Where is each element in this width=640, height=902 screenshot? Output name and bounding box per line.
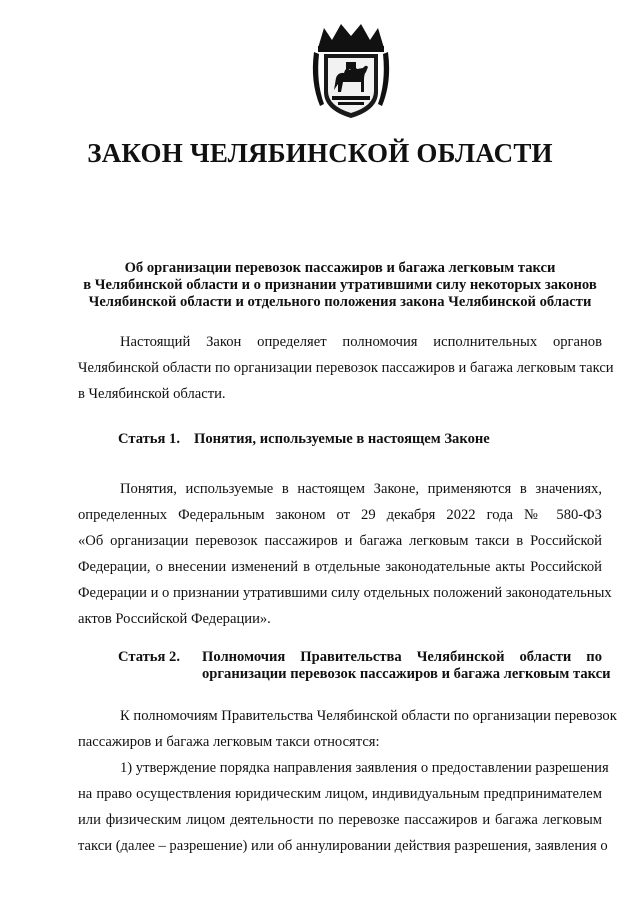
paragraph-line: «Об организации перевозок пассажиров и багажа легковым такси в Российской: [78, 533, 602, 549]
paragraph-line: на право осуществления юридическим лицом, индивидуальным предпринимателем: [78, 786, 602, 802]
law-title: ЗАКОН ЧЕЛЯБИНСКОЙ ОБЛАСТИ: [87, 138, 553, 168]
article-title-line: Полномочия Правительства Челябинской области по: [202, 649, 602, 665]
paragraph-line: актов Российской Федерации».: [78, 611, 271, 627]
paragraph-line: в Челябинской области.: [78, 386, 226, 402]
article-1-heading: [118, 431, 490, 448]
article-number: Статья 2.: [118, 649, 180, 665]
subtitle-line: Об организации перевозок пассажиров и багажа легковым такси: [124, 260, 556, 276]
paragraph-line: Настоящий Закон определяет полномочия исполнительных органов: [120, 334, 602, 350]
paragraph-line: Федерации и о признании утратившими силу отдельных положений законодательных: [78, 585, 612, 601]
article-number: Статья 1.: [118, 431, 180, 447]
article-title-line: организации перевозок пассажиров и багажа легковым такси: [202, 666, 611, 682]
article-2-intro: [78, 703, 617, 755]
subtitle-line: в Челябинской области и о признании утратившими силу некоторых законов: [83, 277, 597, 293]
paragraph-line: Челябинской области по организации перевозок пассажиров и багажа легковым такси: [78, 360, 614, 376]
paragraph-line: К полномочиям Правительства Челябинской области по организации перевозок: [120, 708, 617, 724]
paragraph-line: или физическим лицом деятельности по перевозке пассажиров и багажа легковым: [78, 812, 602, 828]
subtitle-line: Челябинской области и отдельного положения закона Челябинской области: [88, 294, 592, 310]
article-1-paragraph: [78, 476, 612, 632]
chelyabinsk-coat-of-arms-icon: [308, 22, 394, 122]
article-2-item-1: [78, 755, 609, 859]
article-title: Понятия, используемые в настоящем Законе: [194, 431, 490, 447]
preamble-paragraph: [78, 329, 614, 407]
paragraph-line: пассажиров и багажа легковым такси относятся:: [78, 734, 380, 750]
paragraph-line: определенных Федеральным законом от 29 декабря 2022 года № 580-ФЗ: [78, 507, 602, 523]
paragraph-line: 1) утверждение порядка направления заявления о предоставлении разрешения: [120, 760, 609, 776]
paragraph-line: Федерации, о внесении изменений в отдельные законодательные акты Российской: [78, 559, 602, 575]
law-subtitle: [60, 260, 620, 311]
paragraph-line: такси (далее – разрешение) или об аннулировании действия разрешения, заявления о: [78, 838, 608, 854]
paragraph-line: Понятия, используемые в настоящем Законе, применяются в значениях,: [120, 481, 602, 497]
